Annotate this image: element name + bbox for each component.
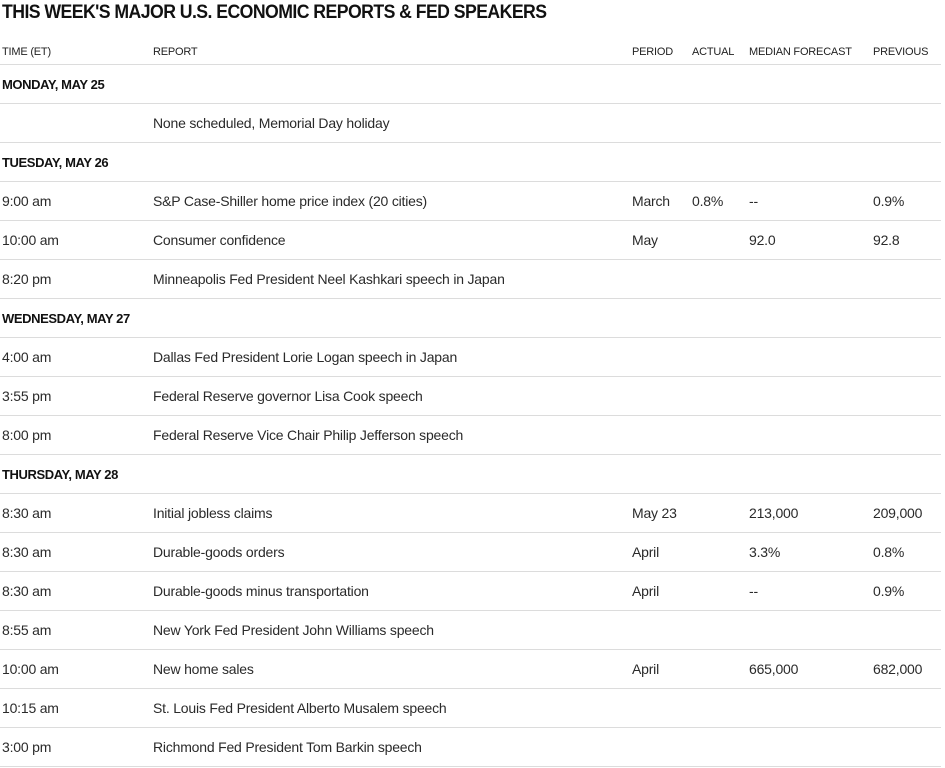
cell-time: 10:00 am (0, 221, 151, 260)
cell-previous (871, 416, 941, 455)
column-header-previous: PREVIOUS (871, 39, 941, 65)
day-label: WEDNESDAY, MAY 27 (0, 299, 941, 338)
cell-period: May 23 (630, 494, 690, 533)
cell-time: 8:55 am (0, 611, 151, 650)
cell-actual (690, 104, 747, 143)
cell-actual (690, 494, 747, 533)
cell-actual (690, 260, 747, 299)
cell-time: 4:00 am (0, 338, 151, 377)
cell-median-forecast (747, 689, 871, 728)
cell-previous: 0.9% (871, 572, 941, 611)
cell-median-forecast (747, 260, 871, 299)
cell-actual (690, 377, 747, 416)
cell-time: 9:00 am (0, 182, 151, 221)
cell-report: New home sales (151, 650, 630, 689)
cell-previous: 682,000 (871, 650, 941, 689)
cell-period: May (630, 221, 690, 260)
cell-period (630, 377, 690, 416)
cell-report: New York Fed President John Williams speech (151, 611, 630, 650)
cell-period: April (630, 650, 690, 689)
cell-actual: 0.8% (690, 182, 747, 221)
day-header-row (0, 455, 941, 494)
cell-time: 8:00 pm (0, 416, 151, 455)
cell-report: None scheduled, Memorial Day holiday (151, 104, 630, 143)
cell-period (630, 689, 690, 728)
cell-time: 3:55 pm (0, 377, 151, 416)
cell-previous (871, 611, 941, 650)
column-header-actual: ACTUAL (690, 39, 747, 65)
cell-actual (690, 689, 747, 728)
cell-median-forecast: -- (747, 572, 871, 611)
cell-time: 10:15 am (0, 689, 151, 728)
cell-previous: 92.8 (871, 221, 941, 260)
cell-report: Dallas Fed President Lorie Logan speech in Japan (151, 338, 630, 377)
cell-period: March (630, 182, 690, 221)
cell-time: 8:20 pm (0, 260, 151, 299)
cell-report: Minneapolis Fed President Neel Kashkari speech in Japan (151, 260, 630, 299)
day-label: TUESDAY, MAY 26 (0, 143, 941, 182)
cell-actual (690, 338, 747, 377)
column-header-time: TIME (ET) (0, 39, 151, 65)
day-label: MONDAY, MAY 25 (0, 65, 941, 104)
cell-actual (690, 533, 747, 572)
cell-median-forecast (747, 338, 871, 377)
cell-previous (871, 104, 941, 143)
table-header-row (0, 39, 941, 65)
page-title: THIS WEEK'S MAJOR U.S. ECONOMIC REPORTS & FED SPEAKERS (2, 2, 547, 23)
cell-median-forecast (747, 728, 871, 767)
table-row (0, 338, 941, 377)
cell-previous: 209,000 (871, 494, 941, 533)
table-row (0, 377, 941, 416)
cell-actual (690, 728, 747, 767)
cell-median-forecast: 3.3% (747, 533, 871, 572)
column-header-report: REPORT (151, 39, 630, 65)
day-header-row (0, 299, 941, 338)
cell-report: St. Louis Fed President Alberto Musalem speech (151, 689, 630, 728)
cell-period (630, 338, 690, 377)
cell-period (630, 260, 690, 299)
cell-actual (690, 650, 747, 689)
cell-report: Federal Reserve governor Lisa Cook speech (151, 377, 630, 416)
table-row (0, 416, 941, 455)
cell-period: April (630, 572, 690, 611)
cell-report: S&P Case-Shiller home price index (20 cities) (151, 182, 630, 221)
cell-previous (871, 377, 941, 416)
table-row (0, 650, 941, 689)
cell-time (0, 104, 151, 143)
table-row (0, 104, 941, 143)
cell-time: 8:30 am (0, 533, 151, 572)
table-row (0, 260, 941, 299)
cell-previous (871, 260, 941, 299)
cell-previous (871, 338, 941, 377)
cell-previous (871, 689, 941, 728)
table-row (0, 611, 941, 650)
cell-median-forecast: 92.0 (747, 221, 871, 260)
cell-actual (690, 611, 747, 650)
cell-report: Richmond Fed President Tom Barkin speech (151, 728, 630, 767)
cell-period: April (630, 533, 690, 572)
cell-time: 8:30 am (0, 494, 151, 533)
cell-report: Initial jobless claims (151, 494, 630, 533)
cell-previous: 0.8% (871, 533, 941, 572)
cell-median-forecast: 665,000 (747, 650, 871, 689)
cell-actual (690, 572, 747, 611)
cell-time: 8:30 am (0, 572, 151, 611)
column-header-period: PERIOD (630, 39, 690, 65)
cell-previous: 0.9% (871, 182, 941, 221)
cell-median-forecast (747, 416, 871, 455)
economic-calendar-table (0, 39, 941, 767)
table-row (0, 533, 941, 572)
cell-median-forecast: 213,000 (747, 494, 871, 533)
cell-report: Durable-goods orders (151, 533, 630, 572)
cell-median-forecast: -- (747, 182, 871, 221)
cell-median-forecast (747, 104, 871, 143)
table-row (0, 572, 941, 611)
table-body (0, 65, 941, 767)
table-row (0, 494, 941, 533)
cell-previous (871, 728, 941, 767)
cell-period (630, 728, 690, 767)
cell-report: Consumer confidence (151, 221, 630, 260)
day-header-row (0, 143, 941, 182)
cell-time: 10:00 am (0, 650, 151, 689)
column-header-median-forecast: MEDIAN FORECAST (747, 39, 871, 65)
table-row (0, 689, 941, 728)
table-row (0, 182, 941, 221)
cell-median-forecast (747, 377, 871, 416)
cell-period (630, 416, 690, 455)
table-row (0, 728, 941, 767)
cell-report: Federal Reserve Vice Chair Philip Jefferson speech (151, 416, 630, 455)
cell-time: 3:00 pm (0, 728, 151, 767)
cell-median-forecast (747, 611, 871, 650)
day-label: THURSDAY, MAY 28 (0, 455, 941, 494)
day-header-row (0, 65, 941, 104)
cell-period (630, 611, 690, 650)
table-row (0, 221, 941, 260)
cell-actual (690, 416, 747, 455)
cell-report: Durable-goods minus transportation (151, 572, 630, 611)
cell-actual (690, 221, 747, 260)
cell-period (630, 104, 690, 143)
